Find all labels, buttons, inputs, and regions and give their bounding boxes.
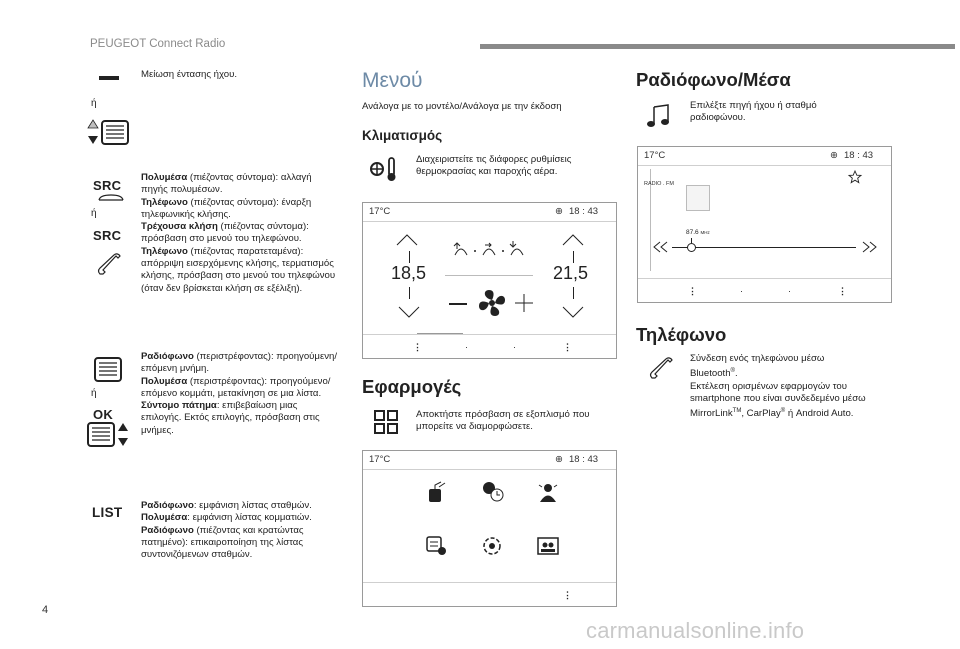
tuner-scale[interactable] xyxy=(672,247,856,248)
fan-icon xyxy=(477,288,507,318)
radio-text: Επιλέξτε πηγή ήχου ή σταθμό ραδιοφώνου. xyxy=(690,100,817,124)
app-eco-icon[interactable] xyxy=(481,535,503,557)
list-description: Ραδιόφωνο: εμφάνιση λίστας σταθμών. Πολυμέσα: εμφάνιση λίστας κομματιών. Ραδιόφωνο (πιέζοντας και κρατώντας πατημένο): επικαιροποίηση της λίστας συντονιζόμενων σταθμών. xyxy=(141,500,312,561)
phone-icon-2 xyxy=(648,356,674,382)
or-label-3: ή xyxy=(91,388,97,399)
climate-icon xyxy=(369,155,405,183)
favorite-star-icon[interactable] xyxy=(848,170,862,184)
phone-text: Σύνδεση ενός τηλεφώνου μέσω Bluetooth®. Εκτέλεση ορισμένων εφαρμογών του smartphone που είναι συνδεδεμένο μέσω MirrorLink™, CarPlay® ή Android Auto. xyxy=(690,353,866,420)
screen-status-bar xyxy=(363,203,616,221)
temp-right-up-icon[interactable] xyxy=(561,233,585,247)
watermark: carmanualsonline.info xyxy=(586,618,805,643)
volume-down-icon xyxy=(99,76,119,80)
temp-left-down-icon[interactable] xyxy=(397,305,421,319)
or-label-2: ή xyxy=(91,208,97,219)
temp-left-tick xyxy=(409,251,410,263)
or-label: ή xyxy=(91,98,97,109)
climate-title: Κλιματισμός xyxy=(362,128,443,143)
fan-minus-icon[interactable] xyxy=(449,303,467,305)
seek-forward-icon[interactable] xyxy=(858,241,878,253)
air-distribution-icons[interactable] xyxy=(451,239,533,261)
app-settings-icon[interactable] xyxy=(425,535,449,557)
thumbwheel-icon-2 xyxy=(93,356,123,384)
nav-dot-2[interactable]: · xyxy=(513,342,516,352)
src-description: Πολυμέσα (πιέζοντας σύντομα): αλλαγή πηγής πολυμέσων. Τηλέφωνο (πιέζοντας σύντομα): έναρξη τηλεφωνικής κλήσης. Τρέχουσα κλήση (πιέζοντας σύντομα): πρόσβαση στο μενού του τηλεφώνου. Τηλέφωνο (πιέζοντας παρατεταμένα): απόρριψη εισερχόμενης κλήσης, τερματισμός κλήσης, πρόσβαση στο μενού του τηλεφώνου (όταν δεν βρίσκεται κλήση σε εξέλιξη). xyxy=(141,172,336,294)
temp-left-tick-2 xyxy=(409,287,410,299)
temp-left-up-icon[interactable] xyxy=(395,233,419,247)
thumbwheel-press-icon xyxy=(86,421,132,449)
app-timer-icon[interactable] xyxy=(481,481,505,503)
radio-nav-dot-1[interactable]: · xyxy=(740,286,743,296)
apps-more-dots-icon[interactable]: ⋮ xyxy=(563,590,572,600)
src-button-label: SRC xyxy=(93,178,122,193)
wheel-description: Ραδιόφωνο (περιστρέφοντας): προηγούμενη/επόμενη μνήμη. Πολυμέσα (περιστρέφοντας): προηγούμενο/επόμενο κομμάτι, μετακίνηση σε μια λίστα. Σύντομο πάτημα: επιβεβαίωση μιας επιλογής. Εκτός επιλογής, πρόσβαση στις μνήμες. xyxy=(141,351,338,436)
clock-3: 18 : 43 xyxy=(844,150,874,161)
apps-text: Αποκτήστε πρόσβαση σε εξοπλισμό που μπορείτε να διαμορφώσετε. xyxy=(416,409,590,433)
radio-more-dots-icon[interactable]: ⋮ xyxy=(838,286,847,296)
radio-menu-dots-icon[interactable]: ⋮ xyxy=(688,286,697,296)
header-rule xyxy=(480,44,955,49)
app-gallery-icon[interactable] xyxy=(537,537,559,555)
temp-right-down-icon[interactable] xyxy=(561,305,585,319)
station-artwork xyxy=(686,185,710,211)
clock-2: 18 : 43 xyxy=(569,454,599,465)
radio-nav-dot-2[interactable]: · xyxy=(788,286,791,296)
outside-temperature: 17°C xyxy=(369,206,391,217)
temp-right-tick xyxy=(573,251,574,263)
phone-title: Τηλέφωνο xyxy=(636,324,727,345)
outside-temperature-3: 17°C xyxy=(644,150,666,161)
radio-media-title: Ραδιόφωνο/Μέσα xyxy=(636,69,791,90)
volume-down-text: Μείωση έντασης ήχου. xyxy=(141,69,237,80)
app-fuel-icon[interactable] xyxy=(425,481,447,503)
frequency: 87.6 MHz xyxy=(686,229,710,236)
fan-plus-icon[interactable] xyxy=(515,294,533,312)
thumbwheel-icon xyxy=(86,118,132,148)
climate-screen xyxy=(362,202,617,359)
seek-back-icon[interactable] xyxy=(652,241,672,253)
list-button-label: LIST xyxy=(92,505,123,520)
clock-icon-3: ⊕ xyxy=(830,150,838,161)
apps-icon xyxy=(374,410,398,434)
air-divider xyxy=(445,275,533,276)
apps-title: Εφαρμογές xyxy=(362,376,462,397)
ok-button-label: OK xyxy=(93,407,114,422)
temp-right: 21,5 xyxy=(553,263,589,283)
outside-temperature-2: 17°C xyxy=(369,454,391,465)
radio-band: RADIO . FM xyxy=(644,181,674,187)
clock-icon: ⊕ xyxy=(555,206,563,217)
temp-left: 18,5 xyxy=(391,263,427,283)
temp-right-tick-2 xyxy=(573,287,574,299)
tuner-knob[interactable] xyxy=(687,243,696,252)
app-driver-icon[interactable] xyxy=(537,481,559,503)
hangup-icon xyxy=(97,194,127,202)
nav-dot-1[interactable]: · xyxy=(465,342,468,352)
clock: 18 : 43 xyxy=(569,206,599,217)
src-button-label-2: SRC xyxy=(93,228,122,243)
menu-title: Μενού xyxy=(362,69,423,92)
climate-text: Διαχειριστείτε τις διάφορες ρυθμίσεις θερμοκρασίας και παροχής αέρα. xyxy=(416,154,572,178)
menu-dots-icon[interactable]: ⋮ xyxy=(413,342,422,352)
phone-icon xyxy=(96,252,122,278)
music-note-icon xyxy=(646,104,672,128)
running-header: PEUGEOT Connect Radio xyxy=(90,38,226,50)
apps-screen xyxy=(362,450,617,607)
radio-screen xyxy=(637,146,892,303)
clock-icon-2: ⊕ xyxy=(555,454,563,465)
page-number: 4 xyxy=(42,604,49,616)
more-dots-icon[interactable]: ⋮ xyxy=(563,342,572,352)
menu-subtitle: Ανάλογα με το μοντέλο/Ανάλογα με την έκδοση xyxy=(362,101,562,112)
